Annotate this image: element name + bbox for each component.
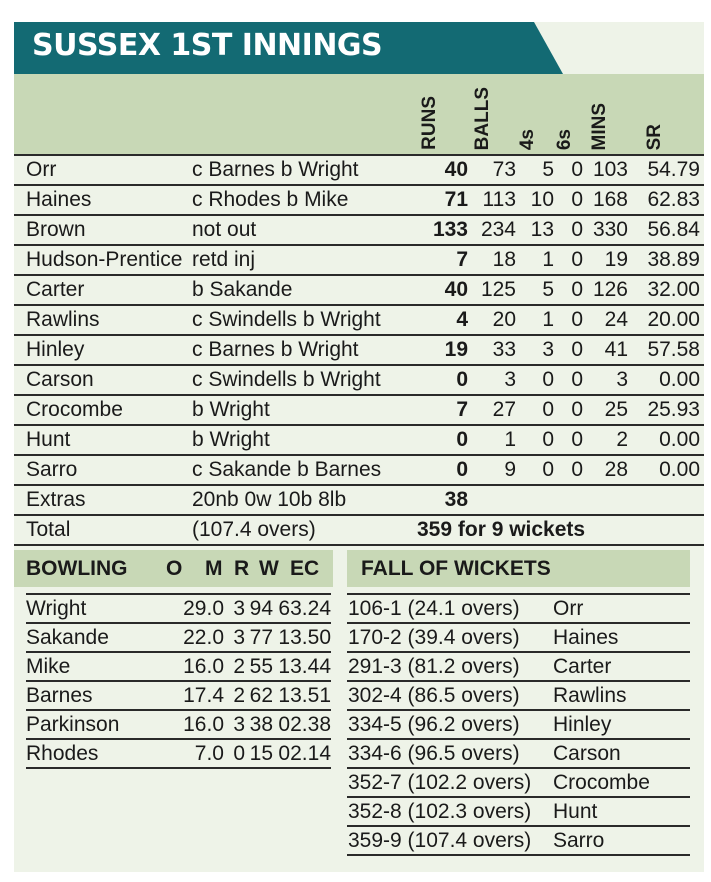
fow-score: 106-1 (24.1 overs) xyxy=(348,597,520,620)
batter-name: Hudson-Prentice xyxy=(26,248,183,271)
runs-value: 71 xyxy=(444,188,468,211)
batting-row xyxy=(14,276,704,306)
sr-value: 0.00 xyxy=(659,458,700,481)
fow-score: 359-9 (107.4 overs) xyxy=(348,829,532,852)
wickets-value: 1 xyxy=(278,684,290,707)
sixes-value: 0 xyxy=(571,368,583,391)
sr-value: 56.84 xyxy=(647,218,700,241)
sixes-value: 0 xyxy=(571,308,583,331)
batting-row xyxy=(14,246,704,276)
mins-value: 24 xyxy=(604,308,628,331)
dismissal: c Rhodes b Mike xyxy=(192,188,349,211)
mins-value: 3 xyxy=(616,368,628,391)
wickets-value: 1 xyxy=(278,626,290,649)
fow-row xyxy=(347,740,690,769)
fow-row xyxy=(347,798,690,827)
extras-label: Extras xyxy=(26,488,86,511)
dismissal: b Wright xyxy=(192,428,270,451)
overs-value: 17.4 xyxy=(183,684,224,707)
runs-value: 40 xyxy=(444,158,468,181)
sixes-value: 0 xyxy=(571,428,583,451)
batter-name: Rawlins xyxy=(26,308,100,331)
dismissal: b Sakande xyxy=(192,278,293,301)
fow-score: 291-3 (81.2 overs) xyxy=(348,655,520,678)
extras-row xyxy=(14,486,704,516)
sr-value: 32.00 xyxy=(647,278,700,301)
fours-value: 0 xyxy=(542,398,554,421)
economy-value: 3.51 xyxy=(290,684,331,707)
fours-value: 5 xyxy=(542,158,554,181)
balls-value: 234 xyxy=(480,218,516,241)
balls-value: 18 xyxy=(492,248,516,271)
mins-value: 168 xyxy=(592,188,628,211)
runs-value: 0 xyxy=(456,428,468,451)
overs-value: 16.0 xyxy=(183,713,224,736)
sixes-value: 0 xyxy=(571,158,583,181)
fours-value: 0 xyxy=(542,458,554,481)
batting-row xyxy=(14,154,704,186)
sixes-value: 0 xyxy=(571,188,583,211)
dismissal: retd inj xyxy=(192,248,256,271)
runs-value: 7 xyxy=(456,398,468,421)
sixes-value: 0 xyxy=(571,278,583,301)
batting-row xyxy=(14,186,704,216)
batter-name: Haines xyxy=(26,188,92,211)
sixes-value: 0 xyxy=(571,248,583,271)
fow-batter: Carter xyxy=(553,655,612,678)
fow-batter: Rawlins xyxy=(553,684,627,707)
bowling-header-w: W xyxy=(259,557,279,580)
header-runs: RUNS xyxy=(419,96,440,150)
runs-conceded-value: 77 xyxy=(249,626,273,649)
fow-batter: Haines xyxy=(553,626,619,649)
maidens-value: 3 xyxy=(233,597,245,620)
bowling-row xyxy=(26,682,331,711)
title-banner xyxy=(14,22,563,74)
fow-row xyxy=(347,827,690,856)
balls-value: 27 xyxy=(492,398,516,421)
runs-value: 19 xyxy=(444,338,468,361)
runs-value: 133 xyxy=(432,218,468,241)
mins-value: 41 xyxy=(604,338,628,361)
batting-row xyxy=(14,366,704,396)
sr-value: 57.58 xyxy=(647,338,700,361)
bowling-row xyxy=(26,653,331,682)
overs-value: 7.0 xyxy=(194,742,224,765)
bowling-header-r: R xyxy=(234,557,250,580)
fours-value: 1 xyxy=(542,308,554,331)
total-label: Total xyxy=(26,518,71,541)
batter-name: Hinley xyxy=(26,338,85,361)
total-score: 359 for 9 wickets xyxy=(417,518,586,541)
wickets-value: 0 xyxy=(278,713,290,736)
bowling-row xyxy=(26,593,331,624)
dismissal: c Barnes b Wright xyxy=(192,158,359,181)
balls-value: 20 xyxy=(492,308,516,331)
balls-value: 3 xyxy=(504,368,516,391)
overs-value: 16.0 xyxy=(183,655,224,678)
dismissal: c Barnes b Wright xyxy=(192,338,359,361)
batting-row xyxy=(14,336,704,366)
bowling-header xyxy=(14,550,333,587)
bowler-name: Sakande xyxy=(26,626,109,649)
wickets-value: 1 xyxy=(278,655,290,678)
batting-table xyxy=(14,154,704,546)
runs-conceded-value: 38 xyxy=(249,713,273,736)
batter-name: Sarro xyxy=(26,458,78,481)
batting-row xyxy=(14,216,704,246)
bowling-header-o: O xyxy=(166,557,183,580)
header-balls: BALLS xyxy=(472,86,493,150)
batter-name: Carter xyxy=(26,278,85,301)
bowler-name: Parkinson xyxy=(26,713,120,736)
mins-value: 330 xyxy=(592,218,628,241)
economy-value: 3.24 xyxy=(290,597,331,620)
bowling-row xyxy=(26,740,331,769)
batter-name: Brown xyxy=(26,218,86,241)
dismissal: not out xyxy=(192,218,257,241)
extras-detail: 20nb 0w 10b 8lb xyxy=(192,488,347,511)
fours-value: 3 xyxy=(542,338,554,361)
fow-score: 302-4 (86.5 overs) xyxy=(348,684,520,707)
balls-value: 9 xyxy=(504,458,516,481)
sixes-value: 0 xyxy=(571,218,583,241)
sixes-value: 0 xyxy=(571,458,583,481)
sr-value: 62.83 xyxy=(647,188,700,211)
batter-name: Crocombe xyxy=(26,398,123,421)
wickets-value: 0 xyxy=(278,742,290,765)
fow-batter: Hinley xyxy=(553,713,612,736)
maidens-value: 0 xyxy=(233,742,245,765)
mins-value: 25 xyxy=(604,398,628,421)
wickets-value: 6 xyxy=(278,597,290,620)
fow-row xyxy=(347,593,690,624)
batting-row xyxy=(14,456,704,486)
bowling-row xyxy=(26,624,331,653)
economy-value: 3.50 xyxy=(290,626,331,649)
runs-value: 40 xyxy=(444,278,468,301)
sr-value: 0.00 xyxy=(659,428,700,451)
sr-value: 0.00 xyxy=(659,368,700,391)
batter-name: Orr xyxy=(26,158,57,181)
batting-row xyxy=(14,306,704,336)
maidens-value: 3 xyxy=(233,713,245,736)
header-sixes: 6s xyxy=(554,128,575,150)
fours-value: 13 xyxy=(530,218,554,241)
fow-batter: Sarro xyxy=(553,829,605,852)
maidens-value: 3 xyxy=(233,626,245,649)
fours-value: 1 xyxy=(542,248,554,271)
bowling-row xyxy=(26,711,331,740)
bowler-name: Barnes xyxy=(26,684,93,707)
bowler-name: Mike xyxy=(26,655,71,678)
scorecard xyxy=(14,22,704,872)
balls-value: 125 xyxy=(480,278,516,301)
economy-value: 3.44 xyxy=(290,655,331,678)
runs-conceded-value: 62 xyxy=(249,684,273,707)
fow-batter: Orr xyxy=(553,597,584,620)
fow-row xyxy=(347,682,690,711)
fours-value: 5 xyxy=(542,278,554,301)
bowling-header-m: M xyxy=(205,557,223,580)
extras-runs: 38 xyxy=(444,488,468,511)
fow-score: 334-6 (96.5 overs) xyxy=(348,742,520,765)
page-title: SUSSEX 1ST INNINGS xyxy=(32,28,383,63)
sixes-value: 0 xyxy=(571,398,583,421)
fow-batter: Hunt xyxy=(553,800,598,823)
batting-header xyxy=(14,74,704,154)
fow-table xyxy=(347,593,690,856)
balls-value: 73 xyxy=(492,158,516,181)
total-row xyxy=(14,516,704,546)
batter-name: Carson xyxy=(26,368,94,391)
batting-row xyxy=(14,396,704,426)
overs-value: 29.0 xyxy=(183,597,224,620)
fow-row xyxy=(347,769,690,798)
bowling-title: BOWLING xyxy=(26,557,128,580)
fow-batter: Crocombe xyxy=(553,771,650,794)
maidens-value: 2 xyxy=(233,684,245,707)
fow-header xyxy=(347,550,690,587)
sr-value: 38.89 xyxy=(647,248,700,271)
economy-value: 2.14 xyxy=(290,742,331,765)
balls-value: 1 xyxy=(504,428,516,451)
economy-value: 2.38 xyxy=(290,713,331,736)
total-overs: (107.4 overs) xyxy=(192,518,316,541)
fow-batter: Carson xyxy=(553,742,621,765)
batter-name: Hunt xyxy=(26,428,71,451)
runs-value: 0 xyxy=(456,458,468,481)
fow-score: 170-2 (39.4 overs) xyxy=(348,626,520,649)
dismissal: b Wright xyxy=(192,398,270,421)
sr-value: 25.93 xyxy=(647,398,700,421)
dismissal: c Sakande b Barnes xyxy=(192,458,382,481)
runs-conceded-value: 15 xyxy=(249,742,273,765)
mins-value: 19 xyxy=(604,248,628,271)
runs-value: 7 xyxy=(456,248,468,271)
mins-value: 126 xyxy=(592,278,628,301)
header-fours: 4s xyxy=(517,128,538,150)
runs-value: 4 xyxy=(456,308,468,331)
fow-row xyxy=(347,653,690,682)
sr-value: 54.79 xyxy=(647,158,700,181)
mins-value: 28 xyxy=(604,458,628,481)
fours-value: 10 xyxy=(530,188,554,211)
sr-value: 20.00 xyxy=(647,308,700,331)
maidens-value: 2 xyxy=(233,655,245,678)
fours-value: 0 xyxy=(542,368,554,391)
fow-row xyxy=(347,711,690,740)
fow-score: 352-7 (102.2 overs) xyxy=(348,771,532,794)
mins-value: 103 xyxy=(592,158,628,181)
fow-score: 334-5 (96.2 overs) xyxy=(348,713,520,736)
dismissal: c Swindells b Wright xyxy=(192,368,381,391)
overs-value: 22.0 xyxy=(183,626,224,649)
fow-title: FALL OF WICKETS xyxy=(361,557,551,580)
mins-value: 2 xyxy=(616,428,628,451)
fow-row xyxy=(347,624,690,653)
bowler-name: Rhodes xyxy=(26,742,99,765)
header-sr: SR xyxy=(644,123,665,150)
fours-value: 0 xyxy=(542,428,554,451)
bowling-header-ec: EC xyxy=(290,557,320,580)
balls-value: 33 xyxy=(492,338,516,361)
fow-score: 352-8 (102.3 overs) xyxy=(348,800,532,823)
runs-value: 0 xyxy=(456,368,468,391)
bowler-name: Wright xyxy=(26,597,87,620)
sixes-value: 0 xyxy=(571,338,583,361)
runs-conceded-value: 94 xyxy=(249,597,273,620)
runs-conceded-value: 55 xyxy=(249,655,273,678)
batting-row xyxy=(14,426,704,456)
bowling-table xyxy=(26,593,331,769)
balls-value: 113 xyxy=(482,188,516,211)
header-mins: MINS xyxy=(589,102,610,150)
dismissal: c Swindells b Wright xyxy=(192,308,381,331)
